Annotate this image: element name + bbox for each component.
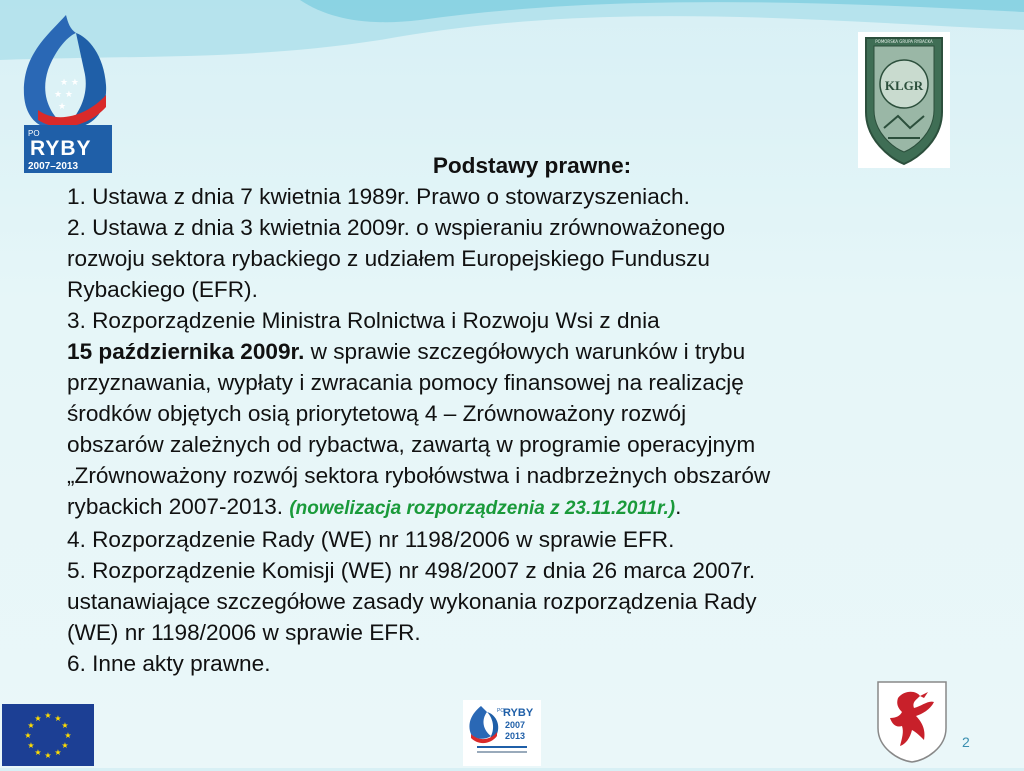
svg-text:★: ★ <box>24 731 32 740</box>
legal-item-3-line-7-text: rybackich 2007-2013. <box>67 494 290 519</box>
small-logo-name: RYBY <box>503 707 534 719</box>
legal-item-4: 4. Rozporządzenie Rady (WE) nr 1198/2006 w sprawie EFR. <box>67 527 675 552</box>
svg-text:★: ★ <box>54 714 62 723</box>
svg-text:★ ★: ★ ★ <box>60 78 79 88</box>
legal-basis-content <box>67 150 967 679</box>
legal-item-3-line-7 <box>67 491 967 524</box>
svg-text:★: ★ <box>34 714 42 723</box>
po-ryby-logo-prefix: PO <box>28 129 40 138</box>
po-ryby-logo-years: 2007–2013 <box>28 161 79 172</box>
legal-item-5-line-1: 5. Rozporządzenie Komisji (WE) nr 498/2007 z dnia 26 marca 2007r. <box>67 558 756 583</box>
po-ryby-logo-name: RYBY <box>30 137 92 160</box>
amendment-note: (nowelizacja rozporządzenia z 23.11.2011r.) <box>289 498 676 519</box>
eu-flag-logo <box>2 704 94 766</box>
content-title: Podstawy prawne: <box>432 153 632 178</box>
seal-ring-text: POMORSKA GRUPA RYBACKA <box>875 39 933 44</box>
pomerania-coat-of-arms <box>876 680 948 764</box>
small-logo-year-1: 2007 <box>505 720 526 730</box>
svg-text:★ ★: ★ ★ <box>54 90 73 100</box>
page-number: 2 <box>962 734 970 750</box>
svg-text:★: ★ <box>61 721 69 730</box>
seal-letters: KLGR <box>884 78 924 93</box>
svg-text:★: ★ <box>64 731 72 740</box>
legal-item-6: 6. Inne akty prawne. <box>67 651 271 676</box>
small-logo-prefix: PO <box>497 708 505 714</box>
legal-item-3-date: 15 października 2009r. <box>67 339 305 364</box>
legal-item-5-line-2: ustanawiające szczegółowe zasady wykonania rozporządzenia Rady <box>67 589 757 614</box>
legal-item-3-line-6: „Zrównoważony rozwój sektora rybołówstwa i nadbrzeżnych obszarów <box>67 463 771 488</box>
legal-item-3-line-4: środków objętych osią priorytetową 4 – Zrównoważony rozwój <box>67 401 687 426</box>
legal-item-2-line-1: 2. Ustawa z dnia 3 kwietnia 2009r. o wspieraniu zrównoważonego <box>67 215 726 240</box>
svg-text:★: ★ <box>44 711 52 720</box>
svg-text:★: ★ <box>54 748 62 757</box>
po-ryby-small-logo <box>463 700 541 766</box>
small-logo-year-2: 2013 <box>505 731 526 741</box>
svg-text:★: ★ <box>34 748 42 757</box>
legal-item-5-line-3: (WE) nr 1198/2006 w sprawie EFR. <box>67 620 421 645</box>
legal-item-3-line-1: 3. Rozporządzenie Ministra Rolnictwa i Rozwoju Wsi z dnia <box>67 308 660 333</box>
svg-text:★: ★ <box>44 751 52 760</box>
legal-item-3-line-2 <box>67 336 967 367</box>
legal-item-3-line-5: obszarów zależnych od rybactwa, zawartą w programie operacyjnym <box>67 432 756 457</box>
legal-item-3-end: . <box>675 494 682 519</box>
svg-text:★: ★ <box>58 102 67 112</box>
legal-item-1: 1. Ustawa z dnia 7 kwietnia 1989r. Prawo o stowarzyszeniach. <box>67 184 690 209</box>
fishing-group-seal <box>858 32 950 168</box>
svg-text:★: ★ <box>27 721 35 730</box>
legal-item-3-line-3: przyznawania, wypłaty i zwracania pomocy finansowej na realizację <box>67 370 744 395</box>
svg-text:★: ★ <box>27 741 35 750</box>
legal-item-2-line-3: Rybackiego (EFR). <box>67 277 258 302</box>
legal-item-3-line-2-rest: w sprawie szczegółowych warunków i trybu <box>304 339 746 364</box>
legal-item-2-line-2: rozwoju sektora rybackiego z udziałem Europejskiego Funduszu <box>67 246 710 271</box>
svg-text:★: ★ <box>61 741 69 750</box>
